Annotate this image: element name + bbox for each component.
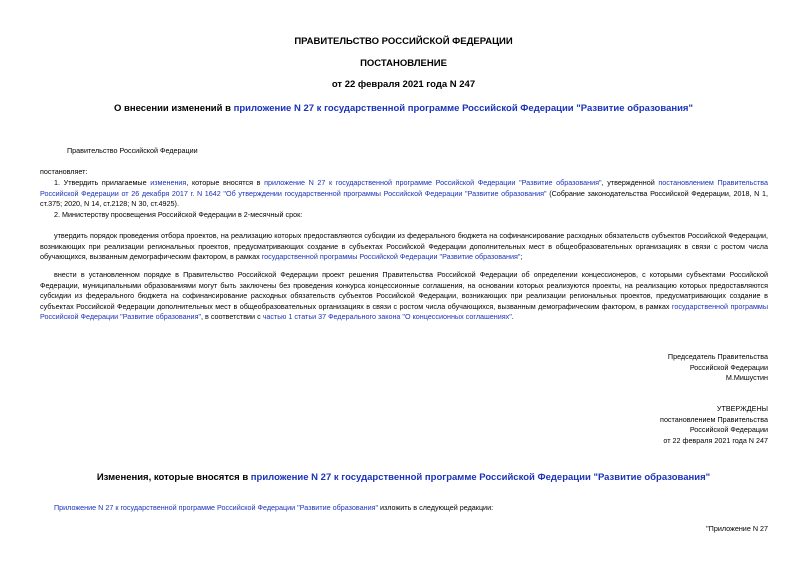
signature-name: М.Мишустин <box>725 373 768 382</box>
signature-block <box>500 352 768 384</box>
approved-label: УТВЕРЖДЕНЫ <box>716 404 768 413</box>
appendix-27-link[interactable]: Приложение N 27 к государственной программе Российской Федерации "Развитие образования" <box>54 503 379 512</box>
changes-title-link[interactable]: приложение N 27 к государственной программе Российской Федерации "Развитие образования" <box>250 472 711 483</box>
appendix-label: "Приложение N 27 <box>706 524 768 533</box>
title-link[interactable]: приложение N 27 к государственной программе Российской Федерации "Развитие образования" <box>233 103 693 114</box>
paragraph-1 <box>40 178 768 210</box>
paragraph-2: 2. Министерству просвещения Российской Федерации в 2-месячный срок: <box>54 210 303 219</box>
p3-text-2: ; <box>520 252 523 261</box>
paragraph-3 <box>40 231 768 263</box>
changes-title-prefix: Изменения, которые вносятся в <box>96 472 251 483</box>
signature-country: Российской Федерации <box>689 362 768 372</box>
p1-text-1: 1. Утвердить прилагаемые <box>54 178 151 187</box>
paragraph-4 <box>40 270 768 323</box>
document-date: от 22 февраля 2021 года N 247 <box>331 79 476 90</box>
changes-paragraph-text: изложить в следующей редакции: <box>378 503 494 512</box>
resolution-link[interactable]: постановлением Правительства Российской Федерации от 26 декабря 2017 г. N 1642 "Об утверждении государственной программы Российской Федерации "Развитие образования" <box>40 178 768 198</box>
p1-text-4: (Собрание законодательства Российской Федерации, 2018, N 1, ст.375; 2020, N 14, ст.2128; N 30, ст.4925). <box>40 188 768 208</box>
changes-paragraph <box>54 503 493 514</box>
changes-link[interactable]: изменения <box>150 178 187 187</box>
approved-date: от 22 февраля 2021 года N 247 <box>663 435 768 445</box>
title-prefix: О внесении изменений в <box>114 103 234 114</box>
approved-country: Российской Федерации <box>689 425 768 434</box>
signature-position: Председатель Правительства <box>667 352 768 361</box>
p3-text-1: утвердить порядок проведения отбора проектов, на реализацию которых предоставляются субсидии из федерального бюджета на софинансирование расходных обязательств субъектов Российской Федерации, возникающих при реализации региональных проектов, предусматривающих создание в субъектах Российской Федерации дополнительных мест в общеобразовательных организациях в связи с ростом числа обучающихся, вызванным демографическим фактором, в рамках <box>40 231 768 261</box>
law-link[interactable]: частью 1 статьи 37 Федерального закона "О концессионных соглашениях" <box>262 312 512 321</box>
p4-text-3: . <box>511 312 514 321</box>
p4-text-1: внести в установленном порядке в Правительство Российской Федерации проект решения Правительства Российской Федерации об определении концессионеров, с которыми субъектами Российской Федерации, муниципальными образованиями могут быть заключены без проведения конкурса концессионные соглашения, на основании которых реализуются проекты, на реализацию которых предоставляются субсидии из федерального бюджета на софинансирование расходных обязательств субъектов Российской Федерации, возникающих при реализации региональных проектов, предусматривающих создание в субъектах Российской Федерации дополнительных мест в общеобразовательных организациях в связи с ростом числа обучающихся, вызванным демографическим фактором, в рамках <box>40 270 768 311</box>
p4-text-2: , в соответствии с <box>201 312 263 321</box>
changes-title <box>0 472 807 483</box>
program-link[interactable]: государственной программы Российской Федерации "Развитие образования" <box>261 252 521 261</box>
document-title <box>0 103 807 114</box>
government-name: Правительство Российской Федерации <box>67 146 198 155</box>
approved-by: постановлением Правительства <box>660 414 768 424</box>
approved-block <box>500 404 768 446</box>
program-link[interactable]: государственной программы Российской Федерации "Развитие образования" <box>40 301 768 321</box>
government-heading: ПРАВИТЕЛЬСТВО РОССИЙСКОЙ ФЕДЕРАЦИИ <box>294 36 513 47</box>
p1-text-3: , утвержденной <box>601 178 659 187</box>
decree-word: постановляет: <box>40 167 88 176</box>
appendix-link[interactable]: приложение N 27 к государственной программе Российской Федерации "Развитие образования" <box>264 178 602 187</box>
document-type: ПОСТАНОВЛЕНИЕ <box>360 58 447 69</box>
p1-text-2: , которые вносятся в <box>186 178 265 187</box>
